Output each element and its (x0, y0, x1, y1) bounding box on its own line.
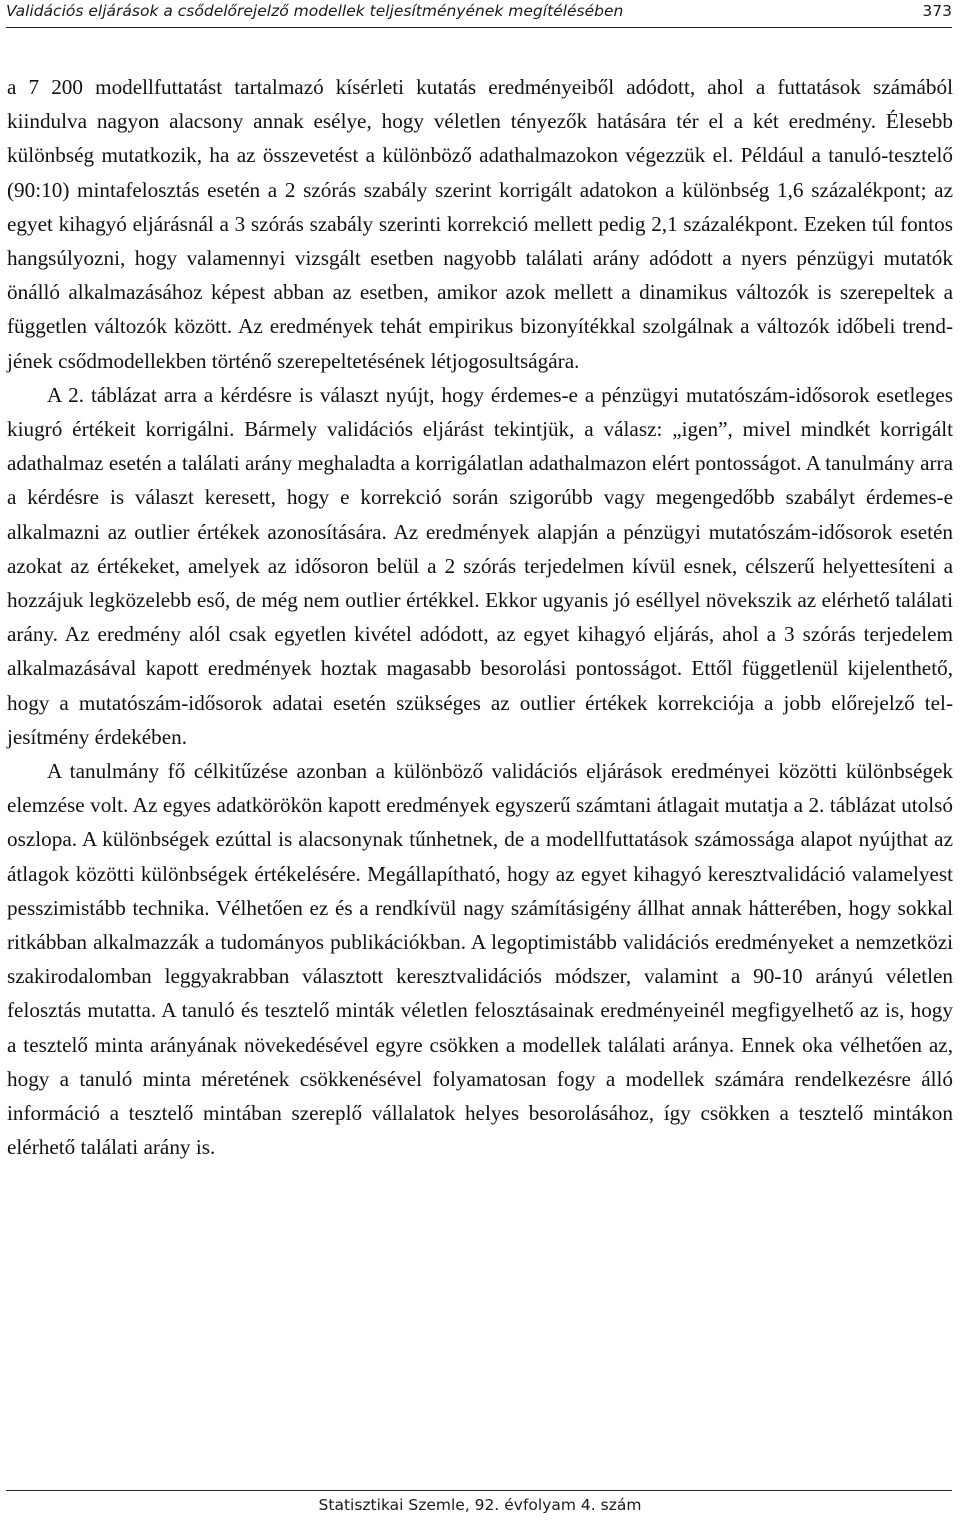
paragraph-1: a 7 200 modellfuttatást tartalmazó kísérleti kutatás eredményeiből adódott, ahol a futtatások számából kiindulva nagyon alacsony annak esélye, hogy véletlen tényezők hatására tér el a két eredmény. Élesebb különbség mutatkozik, ha az összevetést a különböző adathalmazokon végezzük el. Például a tanuló-tesztelő (90:10) mintafelosztás esetén a 2 szórás szabály szerint korrigált adatokon a különbség 1,6 százalékpont; az egyet kihagyó eljárásnál a 3 szórás szabály szerinti korrekció mellett pedig 2,1 százalékpont. Ezeken túl fontos hangsúlyozni, hogy valamennyi vizsgált esetben nagyobb találati arány adódott a nyers pénzügyi mutatók önálló alkalmazásához képest abban az esetben, amikor azok mellett a dinamikus változók is szerepeltek a független változók között. Az eredmények tehát empirikus bizonyítékkal szolgálnak a változók időbeli trendjének csődmodellekben történő szerepeltetésének létjogosultságára. (7, 75, 953, 373)
paragraph-3: A tanulmány fő célkitűzése azonban a különböző validációs eljárások eredményei közötti különbségek elemzése volt. Az egyes adatkörökön kapott eredmények egyszerű számtani átlagait mutatja a 2. táblázat utolsó oszlopa. A különbségek ezúttal is alacsonynak tűnhetnek, de a modellfuttatások számossága alapot nyújthat az átlagok közötti különbségek értékelésére. Megállapítható, hogy az egyet kihagyó keresztvalidáció valamelyest pesszimistább technika. Vélhetően ez és a rendkívül nagy számításigény állhat annak hátterében, hogy sokkal ritkábban alkalmazzák a tudományos publikációkban. A legoptimistább validációs eredményeket a nemzetközi szakirodalomban leggyakrabban választott keresztvalidációs módszer, valamint a 90-10 arányú véletlen felosztás mutatta. A tanuló és tesztelő minták véletlen felosztásainak eredményeinél megfigyelhető az is, hogy a tesztelő minta arányának növekedésével egyre csökken a modellek találati aránya. Ennek oka vélhetően az, hogy a tanuló minta méretének csökkenésével folyamatosan fogy a modellek számára rendelkezésre álló információ a tesztelő mintában szereplő vállalatok helyes besorolásához, így csökken a tesztelő mintákon elérhető találati arány is. (7, 759, 953, 1160)
page-number: 373 (922, 2, 952, 20)
article-body (7, 70, 953, 1165)
paragraph-2: A 2. táblázat arra a kérdésre is választ nyújt, hogy érdemes-e a pénzügyi mutatószám-idősorok esetleges kiugró értékeit korrigálni. Bármely validációs eljárást tekintjük, a válasz: „igen”, mivel mindkét korrigált adathalmaz esetén a találati arány meghaladta a korrigálatlan adathalmazon elért pontosságot. A tanulmány arra a kérdésre is választ keresett, hogy e korrekció során szigorúbb vagy megengedőbb szabályt érdemes-e alkalmazni az outlier értékek azonosítására. Az eredmények alapján a pénzügyi mutatószám-idősorok esetén azokat az értékeket, amelyek az idősoron belül a 2 szórás terjedelmen kívül esnek, célszerű helyettesíteni a hozzájuk legközelebb eső, de még nem outlier értékkel. Ekkor ugyanis jó eséllyel növekszik az elérhető találati arány. Az eredmény alól csak egyetlen kivétel adódott, az egyet kihagyó eljárás, ahol a 3 szórás terjedelem alkalmazásával kapott eredmények hoztak magasabb besorolási pontosságot. Ettől függetlenül kijelenthető, hogy a mutatószám-idősorok adatai esetén szükséges az outlier értékek korrekciója a jobb előrejelző teljesítmény érdekében. (7, 382, 953, 749)
footer-divider (6, 1490, 952, 1491)
running-title: Validációs eljárások a csődelőrejelző modellek teljesítményének megítélésében (6, 2, 624, 20)
header-divider (6, 27, 952, 28)
running-header (6, 0, 952, 22)
journal-footer: Statisztikai Szemle, 92. évfolyam 4. szám (318, 1496, 642, 1514)
